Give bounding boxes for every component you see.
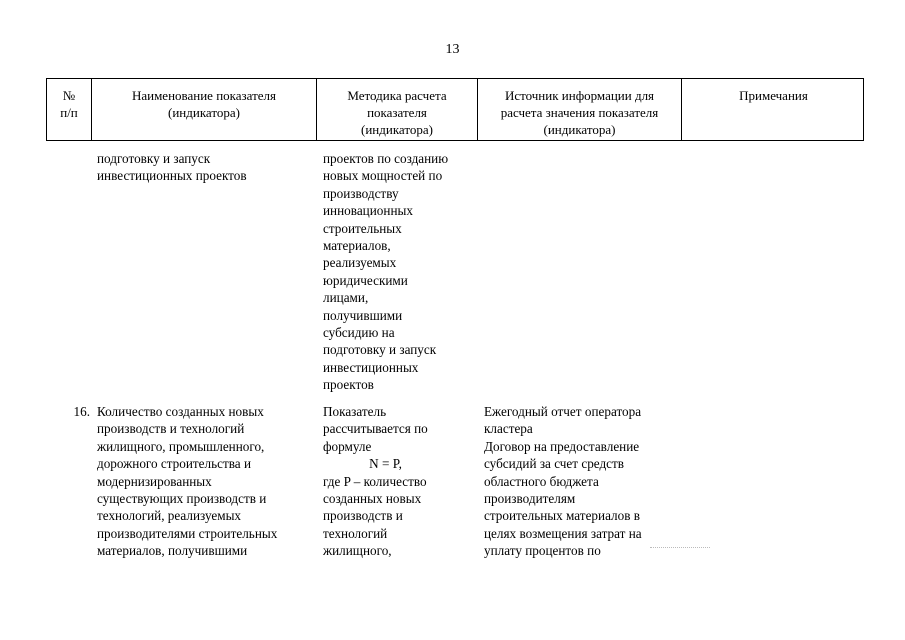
- table-header: [46, 78, 864, 141]
- header-calculation-method: Методика расчета показателя (индикатора): [316, 79, 477, 140]
- row-indicator-name: подготовку и запуск инвестиционных проектов: [97, 151, 247, 184]
- header-information-source: Источник информации для расчета значения показателя (индикатора): [477, 79, 681, 140]
- scan-artifact: [650, 547, 710, 549]
- row-calculation-method: проектов по созданию новых мощностей по производству инновационных строительных материалов, реализуемых юридическими лицами, получившими субсидию на подготовку и запуск инвестиционных проектов: [323, 151, 449, 393]
- header-num: № п/п: [60, 88, 78, 120]
- row-calculation-method: Показатель рассчитывается по формуле N = P, где P – количество созданных новых производств и технологий жилищного,: [323, 404, 428, 559]
- row-number: 16.: [73, 404, 90, 419]
- header-notes: Примечания: [681, 79, 865, 140]
- page-number: 13: [445, 42, 460, 57]
- row-indicator-name: Количество созданных новых производств и технологий жилищного, промышленного, дорожного строительства и модернизированных существующих производств и технологий, реализуемых производителями строительных материалов, получившими: [97, 404, 278, 559]
- header-indicator-name: Наименование показателя (индикатора): [91, 79, 316, 140]
- row-information-source: Ежегодный отчет оператора кластера Договор на предоставление субсидий за счет средств областного бюджета производителям строительных материалов в целях возмещения затрат на уплату процентов по: [484, 404, 642, 559]
